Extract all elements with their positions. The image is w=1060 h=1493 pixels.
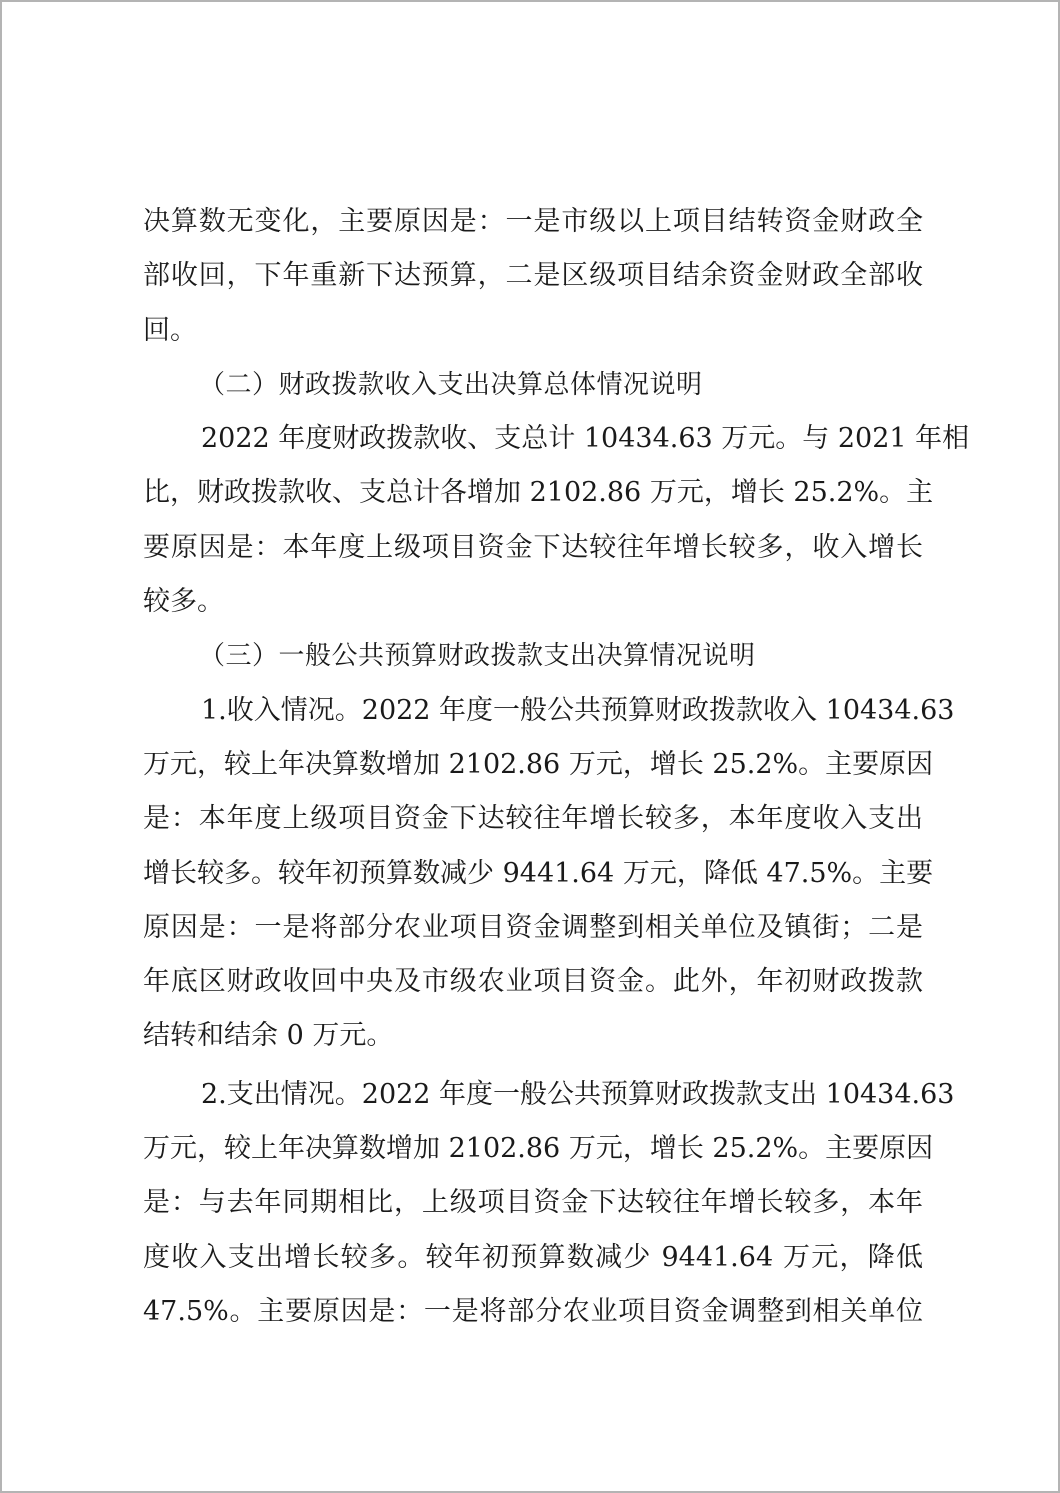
body-line: 回。 — [143, 314, 197, 346]
body-line: 结转和结余 0 万元。 — [143, 1020, 394, 1052]
body-line: 是：与去年同期相比，上级项目资金下达较往年增长较多，本年 — [143, 1187, 923, 1219]
body-line: 要原因是：本年度上级项目资金下达较往年增长较多，收入增长 — [143, 531, 923, 563]
body-line: 47.5%。主要原因是：一是将部分农业项目资金调整到相关单位 — [143, 1295, 923, 1327]
body-line: 较多。 — [143, 586, 224, 618]
body-line: 2022 年度财政拨款收、支总计 10434.63 万元。与 2021 年相 — [201, 423, 970, 455]
document-body — [143, 195, 970, 1339]
body-line: 增长较多。较年初预算数减少 9441.64 万元，降低 47.5%。主要 — [143, 857, 934, 889]
body-line: 万元，较上年决算数增加 2102.86 万元，增长 25.2%。主要原因 — [143, 748, 934, 780]
body-line: 部收回，下年重新下达预算，二是区级项目结余资金财政全部收 — [143, 260, 923, 292]
body-line: 度收入支出增长较多。较年初预算数减少 9441.64 万元，降低 — [143, 1241, 923, 1273]
body-line: 是：本年度上级项目资金下达较往年增长较多，本年度收入支出 — [143, 803, 923, 835]
body-line: 决算数无变化，主要原因是：一是市级以上项目结转资金财政全 — [143, 206, 923, 237]
body-line: 比，财政拨款收、支总计各增加 2102.86 万元，增长 25.2%。主 — [143, 477, 934, 509]
section-heading: （二）财政拨款收入支出决算总体情况说明 — [199, 369, 703, 400]
body-line: 1.收入情况。2022 年度一般公共预算财政拨款收入 10434.63 — [201, 694, 955, 726]
body-line: 年底区财政收回中央及市级农业项目资金。此外，年初财政拨款 — [143, 966, 923, 998]
body-line: 2.支出情况。2022 年度一般公共预算财政拨款支出 10434.63 — [201, 1078, 955, 1110]
section-heading: （三）一般公共预算财政拨款支出决算情况说明 — [199, 641, 756, 672]
body-line: 原因是：一是将部分农业项目资金调整到相关单位及镇街；二是 — [143, 911, 923, 943]
body-line: 万元，较上年决算数增加 2102.86 万元，增长 25.2%。主要原因 — [143, 1133, 934, 1165]
